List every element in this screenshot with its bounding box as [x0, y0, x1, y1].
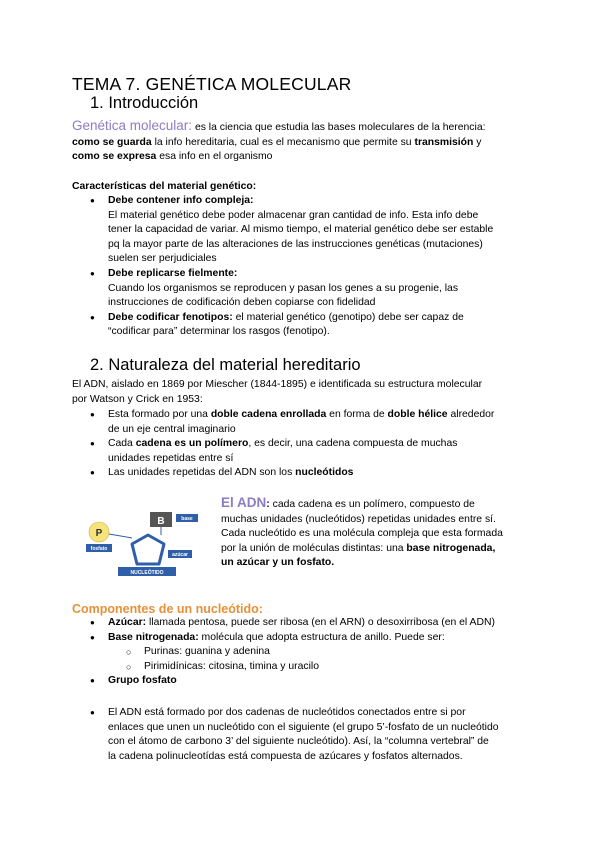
text: , es decir, una cadena compuesta de muchas	[248, 438, 458, 450]
list-item	[90, 194, 530, 267]
list-item: ○ Purinas: guanina y adenina	[126, 645, 540, 660]
item-line: de un eje central imaginario	[108, 423, 236, 435]
intro-line: por Watson y Crick en 1953:	[72, 393, 203, 405]
item-title: Base nitrogenada:	[108, 631, 199, 643]
intro-line: El ADN, aislado en 1869 por Miescher (1844-1895) e identificada su estructura molecular	[72, 379, 483, 390]
bold-text: doble cadena enrollada	[210, 409, 327, 420]
colon: :	[266, 499, 270, 510]
phosphate-sugar-bond	[109, 534, 132, 538]
text: en forma de	[326, 409, 388, 420]
section-1-heading: 1. Introducción	[90, 94, 199, 112]
sugar-label: azúcar	[172, 552, 188, 558]
adn-line: muchas unidades (nucleótidos) repetidas unidades entre sí.	[221, 513, 496, 525]
phosphate-letter: P	[95, 528, 103, 539]
components-heading: Componentes de un nucleótido:	[72, 602, 263, 616]
list-item	[90, 437, 530, 466]
item-line: el material genético (genotipo) debe ser capaz de	[232, 311, 464, 323]
intro-bold-guarda: como se guarda	[72, 136, 152, 148]
term-genetica-molecular: Genética molecular:	[72, 118, 193, 133]
section-2-heading: 2. Naturaleza del material hereditario	[90, 356, 361, 374]
intro-bold-transmision: transmisión	[414, 136, 474, 148]
page-title: TEMA 7. GENÉTICA MOLECULAR	[72, 74, 352, 94]
adn-line: cada cadena es un polímero, compuesto de	[269, 499, 475, 510]
section-2-intro	[72, 378, 552, 407]
adn-line: un azúcar y un fosfato.	[221, 557, 335, 569]
phosphate-label: fosfato	[90, 546, 108, 552]
item-line: Cuando los organismos se reproducen y pasan los genes a su progenie, las	[108, 282, 459, 294]
intro-paragraph	[72, 119, 552, 165]
nucleotide-diagram	[82, 502, 212, 580]
item-line: enlaces que unen un nucleótido con el siguiente (el grupo 5’-fosfato de un nucleótido	[108, 721, 499, 733]
item-line: molécula que adopta estructura de anillo. Puede ser:	[198, 631, 445, 643]
adn-line: Cada nucleótido es una molécula compleja que esta formada	[221, 528, 503, 540]
nucleotide-label: NUCLEÓTIDO	[130, 570, 164, 576]
item-line: con el átomo de carbono 3’ del siguiente nucleótido). Así, la “columna vertebral” de	[108, 736, 489, 748]
bold-text: nucleótidos	[295, 467, 354, 479]
adn-description	[221, 496, 551, 571]
text: alrededor	[447, 409, 495, 420]
base-letter: B	[157, 516, 165, 527]
sugar-pentagon	[132, 535, 164, 564]
item-line: la cadena polinucleotídas está compuesta de azúcares y fosfatos alternados.	[108, 750, 463, 762]
item-line: instrucciones de codificación deben copiarse con fidelidad	[108, 297, 376, 309]
list-item	[90, 466, 530, 481]
intro-bold-expresa: como se expresa	[72, 151, 157, 163]
bold-text: doble hélice	[387, 409, 448, 420]
item-title: ● Grupo fosfato	[108, 675, 177, 687]
list-item	[90, 674, 540, 689]
item-title: ● Debe replicarse fielmente:	[108, 267, 238, 279]
intro-line-3: esa info en el organismo	[156, 151, 273, 163]
item-line: llamada pentosa, puede ser ribosa (en el ARN) o desoxirribosa (en el ADN)	[146, 617, 495, 628]
list-item	[90, 706, 540, 764]
final-list	[90, 706, 540, 764]
term-el-adn: El ADN	[221, 495, 267, 510]
adn-properties-list	[90, 408, 530, 481]
list-item	[90, 267, 530, 311]
item-line: “codificar para” determinar los rasgos (fenotipo).	[108, 326, 330, 338]
item-title: Azúcar:	[108, 617, 147, 628]
item-line: pq la mayor parte de las alteraciones de las instrucciones genéticas (mutaciones)	[108, 238, 483, 250]
characteristics-list	[90, 194, 530, 340]
item-line: tener la capacidad de variar. Al mismo tiempo, el material genético debe ser estable	[108, 224, 494, 236]
bold-text: base nitrogenada,	[406, 542, 496, 554]
item-title: ● Debe contener info compleja:	[108, 195, 254, 206]
adn-line: por la unión de moléculas distintas: una	[221, 542, 407, 554]
intro-line-2-end: y	[473, 136, 482, 148]
item-line: unidades repetidas entre sí	[108, 452, 234, 464]
components-list	[90, 616, 540, 689]
intro-line-1: es la ciencia que estudia las bases moleculares de la herencia:	[192, 122, 486, 133]
text: Las unidades repetidas del ADN son los	[108, 467, 296, 479]
text: Cada	[108, 438, 136, 450]
list-item	[90, 616, 540, 631]
list-item	[90, 631, 540, 675]
list-item	[90, 408, 530, 437]
base-types-list	[108, 645, 540, 674]
text: Esta formado por una	[108, 409, 211, 420]
item-line: suelen ser perjudiciales	[108, 253, 217, 265]
intro-line-2: la info hereditaria, cual es el mecanismo que permite su	[151, 136, 415, 148]
characteristics-heading: Características del material genético:	[72, 181, 257, 192]
list-item: ○ Pirimidínicas: citosina, timina y uracilo	[126, 660, 540, 675]
item-line: ● El ADN está formado por dos cadenas de nucleótidos conectados entre si por	[108, 707, 466, 718]
item-title: Debe codificar fenotipos:	[108, 311, 233, 323]
bold-text: cadena es un polímero	[135, 438, 249, 450]
item-line: El material genético debe poder almacenar gran cantidad de info. Esta info debe	[108, 209, 479, 221]
base-label: base	[181, 516, 193, 522]
list-item	[90, 311, 530, 340]
